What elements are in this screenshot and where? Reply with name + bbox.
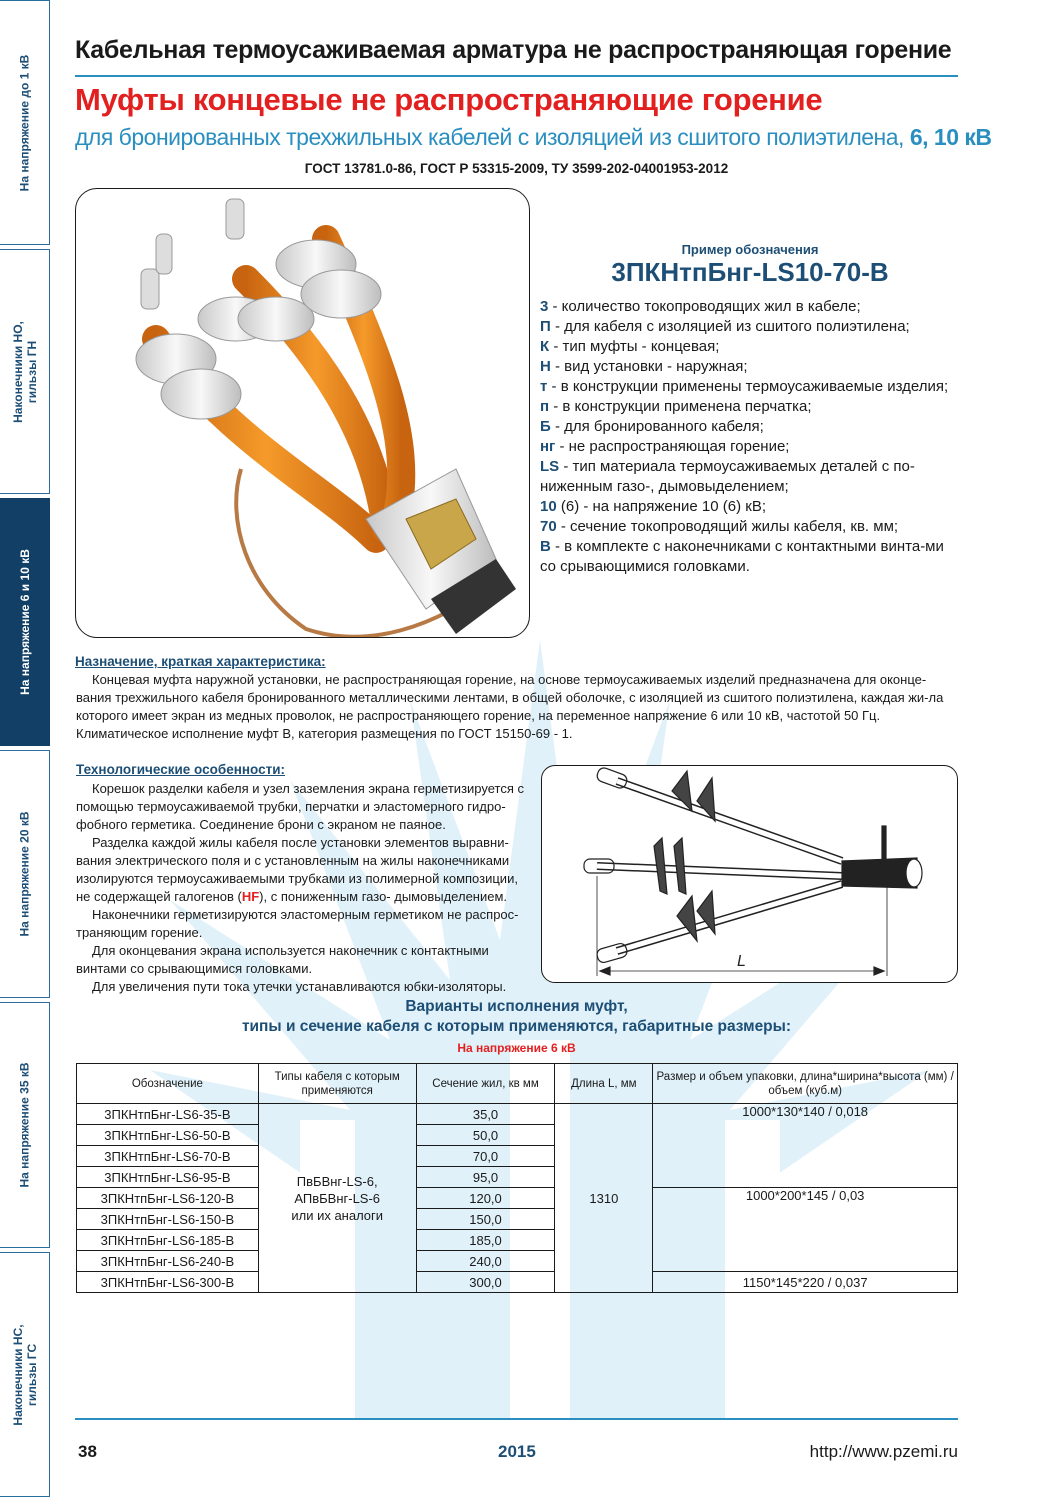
table-title-line1: Варианты исполнения муфт,	[405, 998, 628, 1015]
purpose-text	[76, 671, 958, 743]
tech-paragraph	[76, 834, 528, 906]
sidebar-tab-label: На напряжение до 1 кВ	[17, 54, 32, 191]
cell-section: 35,0	[416, 1104, 555, 1125]
legend-key: т	[540, 378, 548, 395]
legend-item	[540, 417, 960, 437]
legend-item	[540, 357, 960, 377]
table-subtitle: На напряжение 6 кВ	[457, 1041, 576, 1055]
designation-legend	[540, 297, 960, 577]
cell-designation: 3ПКНтпБнг-LS6-185-В	[77, 1230, 259, 1251]
cell-section: 70,0	[416, 1146, 555, 1167]
cell-section: 240,0	[416, 1251, 555, 1272]
tech-paragraph: Наконечники герметизируются эластомерным герметиком не распрос-траняющим горение.	[76, 907, 519, 940]
legend-key: LS	[540, 458, 560, 475]
table-row	[77, 1104, 958, 1125]
legend-key: П	[540, 318, 551, 335]
legend-item	[540, 437, 960, 457]
standards-line: ГОСТ 13781.0-86, ГОСТ Р 53315-2009, ТУ 3599-202-04001953-2012	[304, 161, 729, 176]
cell-designation: 3ПКНтпБнг-LS6-120-В	[77, 1188, 259, 1209]
tech-text	[76, 780, 528, 996]
col-header-designation: Обозначение	[77, 1064, 259, 1104]
hf-marker: HF	[241, 889, 260, 904]
sidebar-tab-label: На напряжение 35 кВ	[17, 1062, 32, 1188]
cell-length: 1310	[555, 1104, 653, 1293]
designation-code: 3ПКНтпБнг-LS10-70-В	[611, 257, 889, 287]
cell-package: 1150*145*220 / 0,037	[653, 1272, 958, 1293]
legend-item	[540, 377, 960, 397]
designation-label: Пример обозначения	[681, 242, 819, 257]
dimension-diagram	[541, 765, 958, 983]
tagline-voltage: 6, 10 кВ	[909, 124, 992, 150]
footer-divider	[75, 1418, 958, 1420]
tech-paragraph: Для увеличения пути тока утечки устанавливаются юбки-изоляторы.	[92, 979, 507, 994]
cable-type-line: или их аналоги	[291, 1207, 384, 1223]
sidebar-tab-20kv[interactable]	[0, 750, 50, 998]
sidebar-tab-label	[11, 312, 39, 432]
cell-section: 120,0	[416, 1188, 555, 1209]
cell-designation: 3ПКНтпБнг-LS6-70-В	[77, 1146, 259, 1167]
legend-key: п	[540, 398, 550, 415]
tech-heading: Технологические особенности:	[76, 762, 285, 777]
legend-text: - сечение токопроводящий жилы кабеля, кв. мм;	[556, 518, 899, 535]
col-header-section: Сечение жил, кв мм	[416, 1064, 555, 1104]
header-divider	[75, 75, 958, 77]
footer-year: 2015	[498, 1442, 536, 1461]
product-tagline	[75, 124, 992, 151]
cell-section: 95,0	[416, 1167, 555, 1188]
legend-key: 10	[540, 498, 557, 515]
legend-item	[540, 337, 960, 357]
termination-illustration	[76, 189, 530, 638]
sidebar-tab-lugs-ns[interactable]	[0, 1252, 50, 1497]
footer-url[interactable]: http://www.pzemi.ru	[809, 1442, 958, 1461]
legend-item	[540, 517, 960, 537]
col-header-length: Длина L, мм	[555, 1064, 653, 1104]
tagline-text: для бронированных трехжильных кабелей с изоляцией из сшитого полиэтилена,	[75, 124, 904, 150]
cell-package: 1000*130*140 / 0,018	[653, 1104, 958, 1188]
legend-item	[540, 397, 960, 417]
legend-key: Б	[540, 418, 551, 435]
legend-text: - количество токопроводящих жил в кабеле;	[548, 298, 861, 315]
cable-type-line: ПвБВнг-LS-6,	[296, 1173, 378, 1189]
legend-text: - в конструкции применены термоусаживаемые изделия;	[547, 378, 949, 395]
cell-section: 185,0	[416, 1230, 555, 1251]
sidebar-tab-label: На напряжение 20 кВ	[17, 811, 32, 937]
sidebar-tab-lugs-no[interactable]	[0, 249, 50, 494]
legend-text: - тип материала термоусаживаемых деталей с по-ниженным газо-, дымовыделением;	[540, 458, 915, 495]
product-photo	[75, 188, 530, 638]
cell-designation: 3ПКНтпБнг-LS6-300-В	[77, 1272, 259, 1293]
sidebar-tab-6-10kv[interactable]	[0, 498, 50, 746]
legend-item	[540, 317, 960, 337]
legend-text: - вид установки - наружная;	[550, 358, 748, 375]
cell-designation: 3ПКНтпБнг-LS6-95-В	[77, 1167, 259, 1188]
sidebar-tab-label-text: Наконечники НС, гильзы ГС	[10, 1323, 39, 1426]
legend-text: - тип муфты - концевая;	[549, 338, 720, 355]
page-title: Кабельная термоусаживаемая арматура не распространяющая горение	[75, 36, 952, 64]
sidebar-tab-label: На напряжение 6 и 10 кВ	[17, 549, 32, 695]
table-title-line2: типы и сечение кабеля с которым применяются, габаритные размеры:	[241, 1018, 792, 1035]
legend-text: (6) - на напряжение 10 (6) кВ;	[556, 498, 766, 515]
cell-cable-types	[258, 1104, 416, 1293]
col-header-cable-types: Типы кабеля с которым применяются	[258, 1064, 416, 1104]
cell-package: 1000*200*145 / 0,03	[653, 1188, 958, 1272]
table-header-row	[77, 1064, 958, 1104]
cell-section: 150,0	[416, 1209, 555, 1230]
legend-text: - не распространяющая горение;	[555, 438, 790, 455]
legend-key: К	[540, 338, 550, 355]
spec-table	[76, 1063, 958, 1293]
legend-item	[540, 497, 960, 517]
purpose-paragraph: Концевая муфта наружной установки, не распространяющая горение, на основе термоусаживаемых изделий предназначена для оконце-вания трехжильного кабеля бронированного металлическими лентами, в общей оболочке, с изоляцией из сшитого полиэтилена, каждая жи-ла которого имеет экран из медных проволок, не распространяющего горение, на переменное напряжение 6 или 10 кВ, частотой 50 Гц. Климатическое исполнение муфт В, категория размещения по ГОСТ 15150-69 - 1.	[76, 672, 944, 741]
legend-item	[540, 537, 960, 577]
legend-item	[540, 457, 960, 497]
cell-designation: 3ПКНтпБнг-LS6-150-В	[77, 1209, 259, 1230]
sidebar-tab-label	[11, 1315, 39, 1435]
cell-section: 300,0	[416, 1272, 555, 1293]
legend-key: 3	[540, 298, 549, 315]
legend-key: В	[540, 538, 551, 555]
legend-key: 70	[540, 518, 557, 535]
sidebar-tab-35kv[interactable]	[0, 1002, 50, 1248]
legend-item	[540, 297, 960, 317]
cell-designation: 3ПКНтпБнг-LS6-35-В	[77, 1104, 259, 1125]
sidebar-tab-up-to-1kv[interactable]	[0, 0, 50, 245]
cell-designation: 3ПКНтпБнг-LS6-240-В	[77, 1251, 259, 1272]
product-title: Муфты концевые не распространяющие горение	[75, 82, 823, 117]
tech-text-part: Разделка каждой жилы кабеля после установки элементов выравни-вания электрического поля и с установленным на жилы наконечниками изолируются термоусаживаемыми трубками из полимерной композиции, не содержащей галогенов (	[76, 835, 518, 904]
legend-text: - в комплекте с наконечниками с контактными винта-ми со срывающимися головками.	[540, 538, 944, 575]
table-row	[77, 1188, 958, 1209]
legend-text: - в конструкции применена перчатка;	[549, 398, 812, 415]
legend-key: Н	[540, 358, 551, 375]
cell-designation: 3ПКНтпБнг-LS6-50-В	[77, 1125, 259, 1146]
tech-paragraph: Для оконцевания экрана используется наконечник с контактными винтами со срывающимися головками.	[76, 943, 489, 976]
page-number: 38	[78, 1442, 97, 1461]
table-row	[77, 1272, 958, 1293]
dimension-label: L	[737, 953, 746, 970]
cable-type-line: АПвБВнг-LS-6	[294, 1190, 381, 1206]
legend-text: - для кабеля с изоляцией из сшитого полиэтилена;	[550, 318, 910, 335]
legend-key: нг	[540, 438, 556, 455]
purpose-heading: Назначение, краткая характеристика:	[75, 654, 326, 669]
sidebar-tab-label-text: Наконечники НО, гильзы ГН	[10, 320, 39, 423]
termination-drawing	[542, 766, 959, 984]
cell-section: 50,0	[416, 1125, 555, 1146]
legend-text: - для бронированного кабеля;	[550, 418, 764, 435]
tech-text-part: ), с пониженным газо- дымовыделением.	[259, 889, 508, 904]
col-header-package: Размер и объем упаковки, длина*ширина*высота (мм) / объем (куб.м)	[653, 1064, 958, 1104]
tech-paragraph: Корешок разделки кабеля и узел заземления экрана герметизируется с помощью термоусаживаемой трубки, перчатки и эластомерного гидро-фобного герметика. Соединение брони с экраном не паяное.	[76, 781, 524, 832]
